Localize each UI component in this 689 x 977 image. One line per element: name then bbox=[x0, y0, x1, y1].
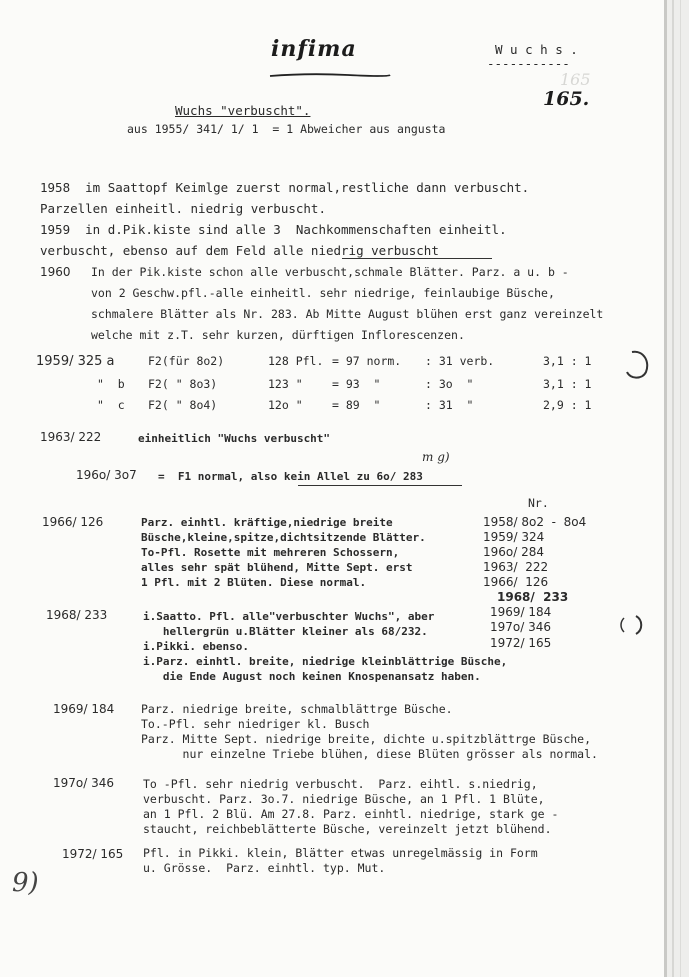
row-label: " b bbox=[97, 377, 125, 391]
corner-dashes: ----------- bbox=[487, 56, 570, 71]
note-line: verbuscht, ebenso auf dem Feld alle niedrig verbuscht bbox=[40, 243, 439, 258]
note-line: 1959 in d.Pik.kiste sind alle 3 Nachkommenschaften einheitl. bbox=[40, 222, 507, 237]
entry-line: die Ende August noch keinen Knospenansatz haben. bbox=[143, 670, 481, 683]
related-ref: 1968/ 233 bbox=[497, 590, 569, 604]
entry-line: staucht, reichbeblätterte Büsche, vereinzelt jetzt blühend. bbox=[143, 822, 552, 836]
page-title: infima bbox=[271, 36, 357, 62]
entry-line: To.-Pfl. sehr niedriger kl. Busch bbox=[141, 717, 370, 731]
ratio-cell: 3,1 : 1 bbox=[543, 377, 592, 391]
related-ref: 1963/ 222 bbox=[483, 560, 549, 574]
related-ref: 197o/ 346 bbox=[490, 620, 552, 634]
row-label: 1959/ 325 a bbox=[36, 354, 115, 369]
normal-cell: = 89 " bbox=[332, 398, 381, 412]
note-line: von 2 Geschw.pfl.-alle einheitl. sehr niedrige, feinlaubige Büsche, bbox=[91, 286, 555, 300]
punch-hole-mark bbox=[616, 612, 646, 638]
ratio-cell: 3,1 : 1 bbox=[543, 354, 592, 368]
note-line: 1958 im Saattopf Keimlge zuerst normal,restliche dann verbuscht. bbox=[40, 180, 530, 195]
ratio-cell: 2,9 : 1 bbox=[543, 398, 592, 412]
nr-header: Nr. bbox=[528, 496, 549, 510]
page-edge bbox=[672, 0, 674, 977]
entry-ref: 1963/ 222 bbox=[40, 430, 102, 444]
section-heading: Wuchs "verbuscht". bbox=[175, 103, 311, 118]
entry-text: = F1 normal, also kein Allel zu 6o/ 283 bbox=[158, 470, 423, 483]
entry-line: hellergrün u.Blätter kleiner als 68/232. bbox=[143, 625, 428, 638]
origin-line: aus 1955/ 341/ 1/ 1 = 1 Abweicher aus angusta bbox=[127, 122, 446, 136]
faint-page-number: 165 bbox=[560, 70, 591, 89]
normal-cell: = 97 norm. bbox=[332, 354, 402, 368]
entry-line: Parz. niedrige breite, schmalblättrge Büsche. bbox=[141, 702, 453, 716]
generation-cell: F2( " 8o4) bbox=[148, 398, 218, 412]
related-ref: 196o/ 284 bbox=[483, 545, 545, 559]
entry-line: Büsche,kleine,spitze,dichtsitzende Blätter. bbox=[141, 531, 426, 544]
entry-line: verbuscht. Parz. 3o.7. niedrige Büsche, an 1 Pfl. 1 Blüte, bbox=[143, 792, 545, 806]
entry-line: 1 Pfl. mit 2 Blüten. Diese normal. bbox=[141, 576, 367, 589]
note-line: welche mit z.T. sehr kurzen, dürftigen Inflorescenzen. bbox=[91, 328, 465, 342]
entry-line: u. Grösse. Parz. einhtl. typ. Mut. bbox=[143, 861, 386, 875]
punch-hole-mark bbox=[618, 348, 652, 382]
row-label: " c bbox=[97, 398, 125, 412]
entry-line: To -Pfl. sehr niedrig verbuscht. Parz. eihtl. s.niedrig, bbox=[143, 777, 538, 791]
entry-line: nur einzelne Triebe blühen, diese Blüten grösser als normal. bbox=[141, 747, 598, 761]
related-ref: 1966/ 126 bbox=[483, 575, 549, 589]
corner-label: W u c h s . bbox=[495, 42, 578, 57]
generation-cell: F2(für 8o2) bbox=[148, 354, 225, 368]
entry-text: einheitlich "Wuchs verbuscht" bbox=[138, 432, 331, 445]
entry-ref: 1969/ 184 bbox=[53, 702, 115, 716]
entry-ref: 1966/ 126 bbox=[42, 515, 104, 529]
verbuscht-cell: : 3o " bbox=[425, 377, 474, 391]
entry-ref: 1968/ 233 bbox=[46, 608, 108, 622]
related-ref: 1959/ 324 bbox=[483, 530, 545, 544]
entry-line: To-Pfl. Rosette mit mehreren Schossern, bbox=[141, 546, 400, 559]
entry-line: i.Pikki. ebenso. bbox=[143, 640, 249, 653]
entry-line: Pfl. in Pikki. klein, Blätter etwas unregelmässig in Form bbox=[143, 846, 538, 860]
verbuscht-cell: : 31 verb. bbox=[425, 354, 495, 368]
entry-line: alles sehr spät blühend, Mitte Sept. erst bbox=[141, 561, 413, 574]
entry-line: Parz. Mitte Sept. niedrige breite, dichte u.spitzblättrge Büsche, bbox=[141, 732, 592, 746]
total-cell: 128 Pfl. bbox=[268, 354, 324, 368]
related-ref: 1969/ 184 bbox=[490, 605, 552, 619]
entry-ref: 196o/ 3o7 bbox=[76, 468, 137, 482]
normal-cell: = 93 " bbox=[332, 377, 381, 391]
note-line: In der Pik.kiste schon alle verbuscht,schmale Blätter. Parz. a u. b - bbox=[91, 265, 569, 279]
generation-cell: F2( " 8o3) bbox=[148, 377, 218, 391]
related-ref: 1972/ 165 bbox=[490, 636, 552, 650]
note-line: schmalere Blätter als Nr. 283. Ab Mitte August blühen erst ganz vereinzelt bbox=[91, 307, 604, 321]
entry-line: Parz. einhtl. kräftige,niedrige breite bbox=[141, 516, 393, 529]
page-number: 165. bbox=[543, 88, 590, 110]
year-label: 1960 bbox=[40, 265, 71, 279]
entry-line: i.Parz. einhtl. breite, niedrige kleinblättrige Büsche, bbox=[143, 655, 508, 668]
margin-mark: 9) bbox=[12, 868, 39, 898]
related-ref: 1958/ 8o2 - 8o4 bbox=[483, 515, 587, 529]
title-underline bbox=[268, 72, 392, 80]
verbuscht-cell: : 31 " bbox=[425, 398, 474, 412]
total-cell: 123 " bbox=[268, 377, 303, 391]
note-line: Parzellen einheitl. niedrig verbuscht. bbox=[40, 201, 326, 216]
total-cell: 12o " bbox=[268, 398, 303, 412]
handwritten-annotation: m g) bbox=[422, 450, 450, 464]
underline-mark bbox=[298, 485, 462, 486]
entry-ref: 197o/ 346 bbox=[53, 776, 115, 790]
entry-ref: 1972/ 165 bbox=[62, 847, 124, 861]
page-edge bbox=[664, 0, 667, 977]
entry-line: i.Saatto. Pfl. alle"verbuschter Wuchs", aber bbox=[143, 610, 435, 623]
entry-line: an 1 Pfl. 2 Blü. Am 27.8. Parz. einhtl. niedrige, stark ge - bbox=[143, 807, 559, 821]
underline-mark bbox=[342, 258, 492, 259]
page-edge bbox=[680, 0, 681, 977]
